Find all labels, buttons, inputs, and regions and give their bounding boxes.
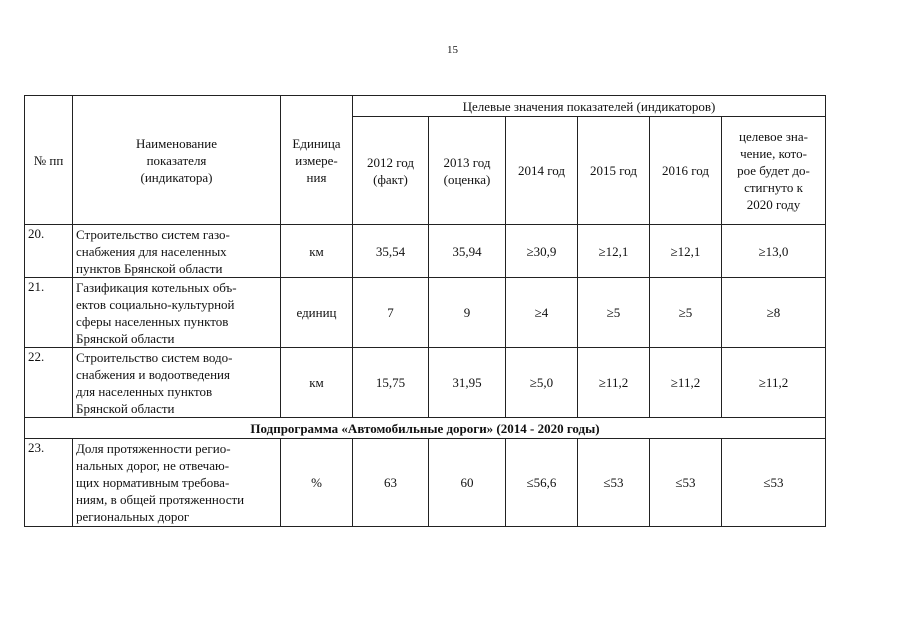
row-2014: ≥5,0 (506, 348, 578, 418)
row-num: 23. (25, 439, 73, 527)
row-2013: 31,95 (429, 348, 506, 418)
row-2013: 60 (429, 439, 506, 527)
header-2014: 2014 год (506, 117, 578, 225)
row-2015: ≥12,1 (578, 225, 650, 278)
header-2015: 2015 год (578, 117, 650, 225)
header-name: Наименование показателя (индикатора) (73, 96, 281, 225)
page-number: 15 (447, 44, 458, 56)
header-2013: 2013 год (оценка) (429, 117, 506, 225)
row-2020: ≥13,0 (722, 225, 826, 278)
row-num: 21. (25, 278, 73, 348)
row-name: Доля протяженности регио- нальных дорог, не отвечаю- щих нормативным требова- ниям, в общей протяженности региональных дорог (73, 439, 281, 527)
row-2020: ≤53 (722, 439, 826, 527)
header-2012: 2012 год (факт) (353, 117, 429, 225)
header-unit: Единица измере- ния (281, 96, 353, 225)
row-2012: 63 (353, 439, 429, 527)
subprogram-heading: Подпрограмма «Автомобильные дороги» (2014 - 2020 годы) (25, 418, 826, 439)
row-2016: ≥5 (650, 278, 722, 348)
row-2015: ≥11,2 (578, 348, 650, 418)
table-row (25, 278, 826, 348)
row-unit: единиц (281, 278, 353, 348)
row-2012: 35,54 (353, 225, 429, 278)
row-2014: ≥30,9 (506, 225, 578, 278)
row-2013: 35,94 (429, 225, 506, 278)
header-2016: 2016 год (650, 117, 722, 225)
row-2016: ≥11,2 (650, 348, 722, 418)
row-2016: ≥12,1 (650, 225, 722, 278)
row-num: 20. (25, 225, 73, 278)
row-unit: км (281, 348, 353, 418)
indicators-table (24, 95, 826, 527)
row-unit: % (281, 439, 353, 527)
row-name: Строительство систем водо- снабжения и водоотведения для населенных пунктов Брянской области (73, 348, 281, 418)
table-row (25, 348, 826, 418)
row-name: Строительство систем газо- снабжения для населенных пунктов Брянской области (73, 225, 281, 278)
row-num: 22. (25, 348, 73, 418)
row-unit: км (281, 225, 353, 278)
table-row (25, 439, 826, 527)
row-2012: 15,75 (353, 348, 429, 418)
header-target-group: Целевые значения показателей (индикаторов) (353, 96, 826, 117)
row-2016: ≤53 (650, 439, 722, 527)
header-num: № пп (25, 96, 73, 225)
row-2015: ≤53 (578, 439, 650, 527)
row-name: Газификация котельных объ- ектов социально-культурной сферы населенных пунктов Брянской области (73, 278, 281, 348)
row-2014: ≥4 (506, 278, 578, 348)
table-row (25, 225, 826, 278)
row-2013: 9 (429, 278, 506, 348)
row-2012: 7 (353, 278, 429, 348)
row-2015: ≥5 (578, 278, 650, 348)
row-2014: ≤56,6 (506, 439, 578, 527)
header-2020: целевое зна- чение, кото- рое будет до- стигнуто к 2020 году (722, 117, 826, 225)
row-2020: ≥11,2 (722, 348, 826, 418)
row-2020: ≥8 (722, 278, 826, 348)
